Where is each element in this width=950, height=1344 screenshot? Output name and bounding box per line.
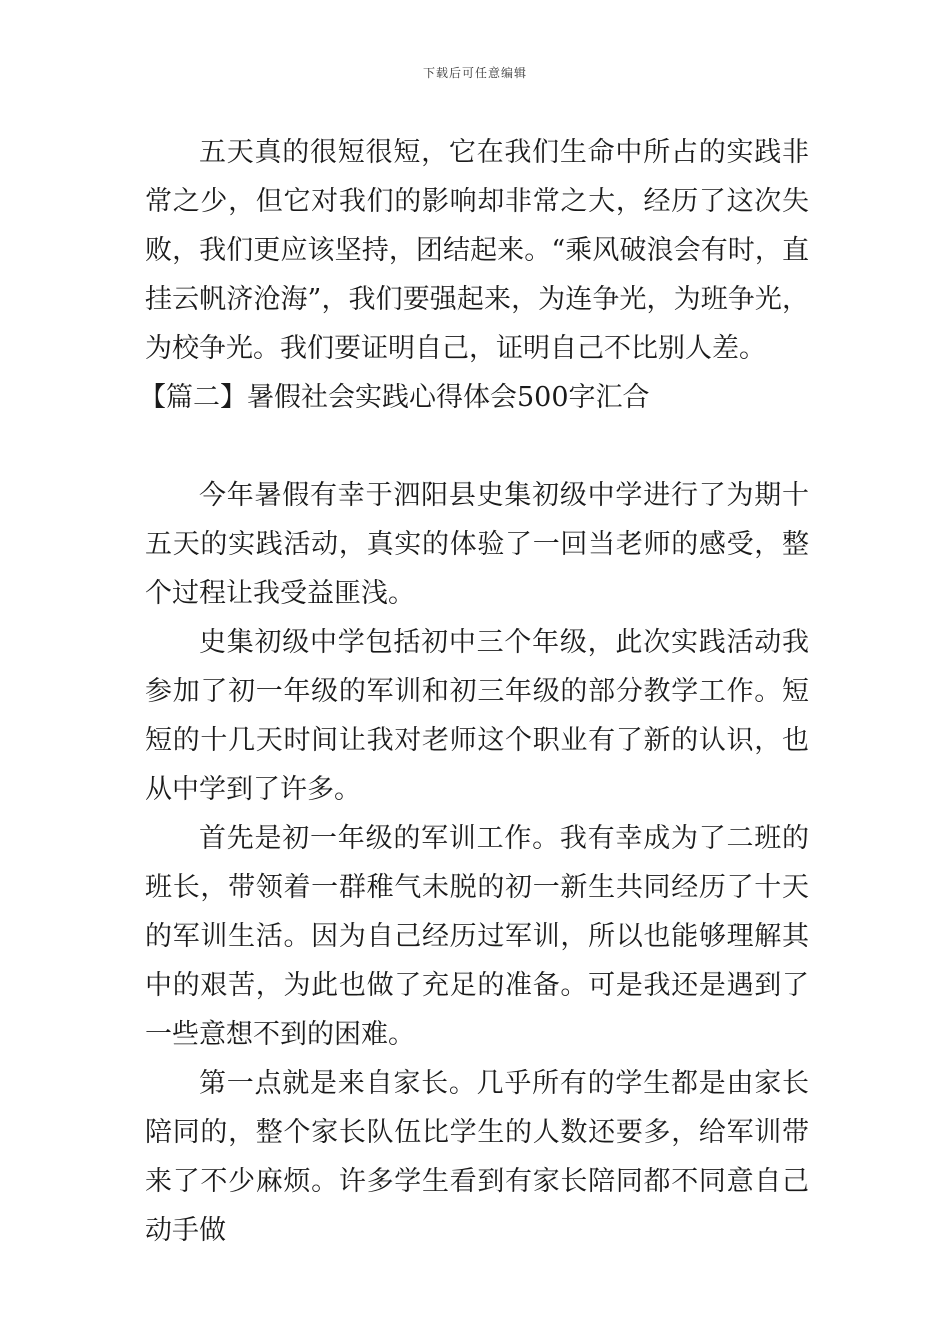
paragraph: 首先是初一年级的军训工作。我有幸成为了二班的班长，带领着一群稚气未脱的初一新生共同经历了十天的军训生活。因为自己经历过军训，所以也能够理解其中的艰苦，为此也做了充足的准备。可是我还是遇到了一些意想不到的困难。 bbox=[145, 823, 809, 1050]
section-heading: 【篇二】暑假社会实践心得体会500字汇合 bbox=[139, 382, 650, 413]
paragraph: 第一点就是来自家长。几乎所有的学生都是由家长陪同的，整个家长队伍比学生的人数还要多，给军训带来了不少麻烦。许多学生看到有家长陪同都不同意自己动手做 bbox=[145, 1068, 809, 1246]
document-body bbox=[139, 128, 809, 1255]
paragraph: 五天真的很短很短，它在我们生命中所占的实践非常之少，但它对我们的影响却非常之大，经历了这次失败，我们更应该坚持，团结起来。“乘风破浪会有时，直挂云帆济沧海”，我们要强起来，为连争光，为班争光，为校争光。我们要证明自己，证明自己不比别人差。 bbox=[145, 137, 809, 364]
paragraph: 今年暑假有幸于泗阳县史集初级中学进行了为期十五天的实践活动，真实的体验了一回当老师的感受，整个过程让我受益匪浅。 bbox=[145, 480, 809, 609]
page-header: 下载后可任意编辑 bbox=[422, 66, 527, 80]
paragraph: 史集初级中学包括初中三个年级，此次实践活动我参加了初一年级的军训和初三年级的部分教学工作。短短的十几天时间让我对老师这个职业有了新的认识，也从中学到了许多。 bbox=[145, 627, 809, 805]
blank-line bbox=[145, 422, 809, 471]
